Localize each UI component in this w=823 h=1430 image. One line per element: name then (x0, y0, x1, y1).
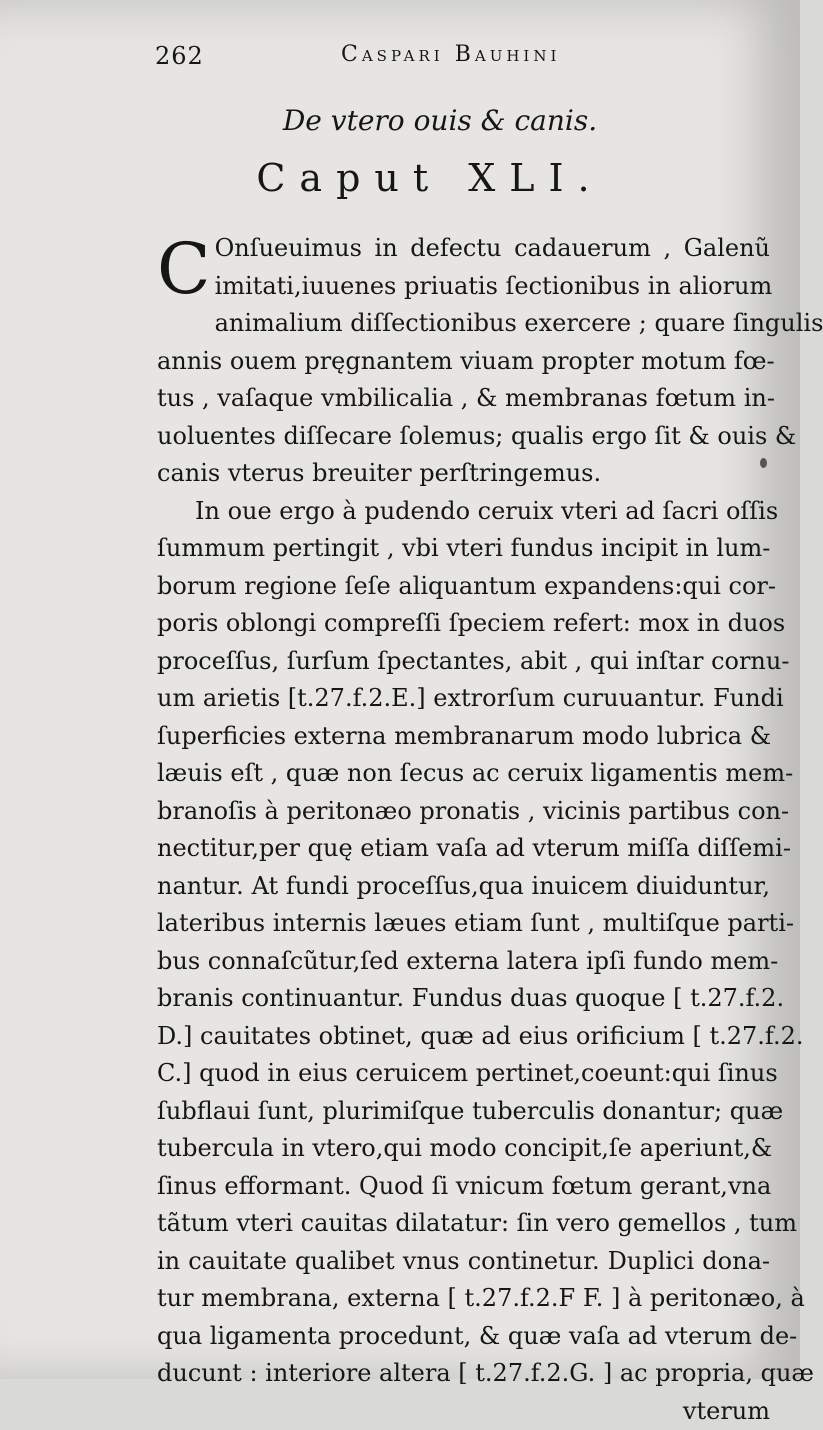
text-line: tus , vaſaque vmbilicalia , & membranas fœtum in- (157, 380, 770, 418)
text-line: ſummum pertingit , vbi vteri fundus incipit in lum- (157, 530, 770, 568)
text-line: ſinus efformant. Quod ſi vnicum fœtum gerant,vna (157, 1168, 770, 1206)
text-line: ſubflaui ſunt, plurimiſque tuberculis donantur; quæ (157, 1093, 770, 1131)
text-line: poris oblongi compreſſi ſpeciem refert: mox in duos (157, 605, 770, 643)
text-line: qua ligamenta procedunt, & quæ vaſa ad vterum de- (157, 1318, 770, 1356)
drop-cap: C (157, 234, 211, 306)
text-line: læuis eſt , quæ non ſecus ac ceruix ligamentis mem- (157, 755, 770, 793)
text-line: D.] cauitates obtinet, quæ ad eius orificium [ t.27.f.2. (157, 1018, 770, 1056)
text-line: um arietis [t.27.f.2.E.] extrorſum curuuantur. Fundi (157, 680, 770, 718)
text-line: branis continuantur. Fundus duas quoque [ t.27.f.2. (157, 980, 770, 1018)
body-text (157, 230, 770, 1430)
text-line: nectitur,per quę etiam vaſa ad vterum miſſa diſſemi- (157, 830, 770, 868)
text-line: Onſueuimus in defectu cadauerum , Galenũ (157, 230, 770, 268)
text-line: In oue ergo à pudendo ceruix vteri ad ſacri oſſis (157, 493, 770, 531)
running-title: Caspari Bauhini (341, 42, 560, 67)
text-line: tubercula in vtero,qui modo concipit,ſe aperiunt,& (157, 1130, 770, 1168)
text-line: branoſis à peritonæo pronatis , vicinis partibus con- (157, 793, 770, 831)
text-line: canis vterus breuiter perſtringemus. (157, 455, 770, 493)
text-line: lateribus internis læues etiam ſunt , multiſque parti- (157, 905, 770, 943)
chapter-heading: Caput XLI. (0, 156, 800, 200)
text-line: uoluentes diſſecare ſolemus; qualis ergo ſit & ouis & (157, 418, 770, 456)
running-head (155, 42, 655, 82)
paragraph-1 (157, 230, 770, 493)
paragraph-2 (157, 493, 770, 1430)
ink-speck (760, 458, 767, 468)
text-line: annis ouem pręgnantem viuam propter motum fœ- (157, 343, 770, 381)
text-line: borum regione ſeſe aliquantum expandens:qui cor- (157, 568, 770, 606)
text-line: proceſſus, ſurſum ſpectantes, abit , qui inſtar cornu- (157, 643, 770, 681)
text-line: ſuperficies externa membranarum modo lubrica & (157, 718, 770, 756)
text-line: tãtum vteri cauitas dilatatur: ſin vero gemellos , tum (157, 1205, 770, 1243)
text-line: C.] quod in eius ceruicem pertinet,coeunt:qui ſinus (157, 1055, 770, 1093)
text-line: bus connaſcũtur,ſed externa latera ipſi fundo mem- (157, 943, 770, 981)
text-line: imitati,iuuenes priuatis ſectionibus in aliorum (157, 268, 770, 306)
section-title: De vtero ouis & canis. (0, 104, 800, 137)
text-line: ducunt : interiore altera [ t.27.f.2.G. ] ac propria, quæ (157, 1355, 770, 1393)
page-number: 262 (155, 42, 204, 70)
text-line: nantur. At fundi proceſſus,qua inuicem diuiduntur, (157, 868, 770, 906)
catchword: vterum (157, 1393, 770, 1430)
text-line: in cauitate qualibet vnus continetur. Duplici dona- (157, 1243, 770, 1281)
text-line: tur membrana, externa [ t.27.f.2.F F. ] à peritonæo, à (157, 1280, 770, 1318)
text-line: animalium diſſectionibus exercere ; quare ſingulis (157, 305, 770, 343)
